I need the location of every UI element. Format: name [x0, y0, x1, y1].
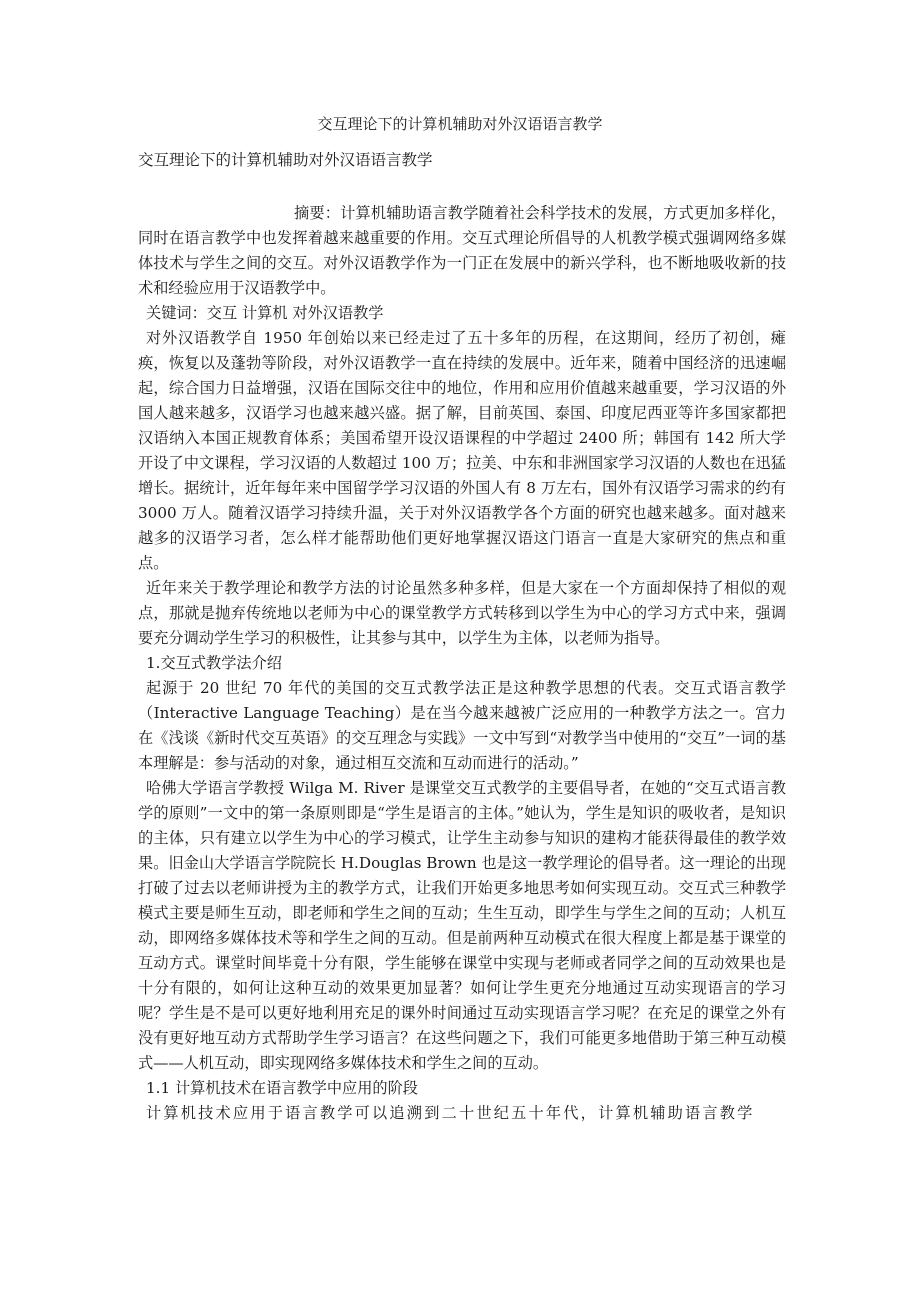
abstract-paragraph: 摘要：计算机辅助语言教学随着社会科学技术的发展，方式更加多样化，同时在语言教学中也发挥着越来越重要的作用。交互式理论所倡导的人机教学模式强调网络多媒体技术与学生之间的交互。对外汉语教学作为一门正在发展中的新兴学科，也不断地吸收新的技术和经验应用于汉语教学中。	[138, 204, 786, 297]
section-heading: 1.交互式教学法介绍	[146, 654, 282, 672]
document-subtitle: 交互理论下的计算机辅助对外汉语语言教学	[138, 151, 433, 169]
body-paragraph: 对外汉语教学自 1950 年创始以来已经走过了五十多年的历程，在这期间，经历了初创，瘫痪，恢复以及蓬勃等阶段，对外汉语教学一直在持续的发展中。近年来，随着中国经济的迅速崛起，综合国力日益增强，汉语在国际交往中的地位，作用和应用价值越来越重要，学习汉语的外国人越来越多，汉语学习也越来越兴盛。据了解，目前英国、泰国、印度尼西亚等许多国家都把汉语纳入本国正规教育体系；美国希望开设汉语课程的中学超过 2400 所；韩国有 142 所大学开设了中文课程，学习汉语的人数超过 100 万；拉美、中东和非洲国家学习汉语的人数也在迅猛增长。据统计，近年每年来中国留学学习汉语的外国人有 8 万左右，国外有汉语学习需求的约有 3000 万人。随着汉语学习持续升温，关于对外汉语教学各个方面的研究也越来越多。面对越来越多的汉语学习者，怎么样才能帮助他们更好地掌握汉语这门语言一直是大家研究的焦点和重点。	[138, 329, 786, 572]
section-heading: 1.1 计算机技术在语言教学中应用的阶段	[146, 1079, 418, 1097]
keywords-line: 关键词：交互 计算机 对外汉语教学	[146, 304, 384, 322]
body-paragraph: 计算机技术应用于语言教学可以追溯到二十世纪五十年代，计算机辅助语言教学	[146, 1104, 755, 1122]
body-paragraph: 近年来关于教学理论和教学方法的讨论虽然多种多样，但是大家在一个方面却保持了相似的观点，那就是抛弃传统地以老师为中心的课堂教学方式转移到以学生为中心的学习方式中来，强调要充分调动学生学习的积极性，让其参与其中，以学生为主体，以老师为指导。	[138, 579, 786, 647]
body-paragraph: 起源于 20 世纪 70 年代的美国的交互式教学法正是这种教学思想的代表。交互式语言教学（Interactive Language Teaching）是在当今越来越被广泛应用的一种教学方法之一。宫力在《浅谈《新时代交互英语》的交互理念与实践》一文中写到“对教学当中使用的“交互”一词的基本理解是：参与活动的对象，通过相互交流和互动而进行的活动。”	[138, 679, 786, 772]
document-body	[138, 201, 786, 1126]
body-paragraph: 哈佛大学语言学教授 Wilga M. River 是课堂交互式教学的主要倡导者，在她的“交互式语言教学的原则”一文中的第一条原则即是“学生是语言的主体。”她认为，学生是知识的吸收者，是知识的主体，只有建立以学生为中心的学习模式，让学生主动参与知识的建构才能获得最佳的教学效果。旧金山大学语言学院院长 H.Douglas Brown 也是这一教学理论的倡导者。这一理论的出现打破了过去以老师讲授为主的教学方式，让我们开始更多地思考如何实现互动。交互式三种教学模式主要是师生互动，即老师和学生之间的互动；生生互动，即学生与学生之间的互动；人机互动，即网络多媒体技术等和学生之间的互动。但是前两种互动模式在很大程度上都是基于课堂的互动方式。课堂时间毕竟十分有限，学生能够在课堂中实现与老师或者同学之间的互动效果也是十分有限的，如何让这种互动的效果更加显著？如何让学生更充分地通过互动实现语言的学习呢？学生是不是可以更好地利用充足的课外时间通过互动实现语言学习呢？在充足的课堂之外有没有更好地互动方式帮助学生学习语言？在这些问题之下，我们可能更多地借助于第三种互动模式——人机互动，即实现网络多媒体技术和学生之间的互动。	[138, 779, 786, 1072]
document-title: 交互理论下的计算机辅助对外汉语语言教学	[317, 115, 603, 133]
